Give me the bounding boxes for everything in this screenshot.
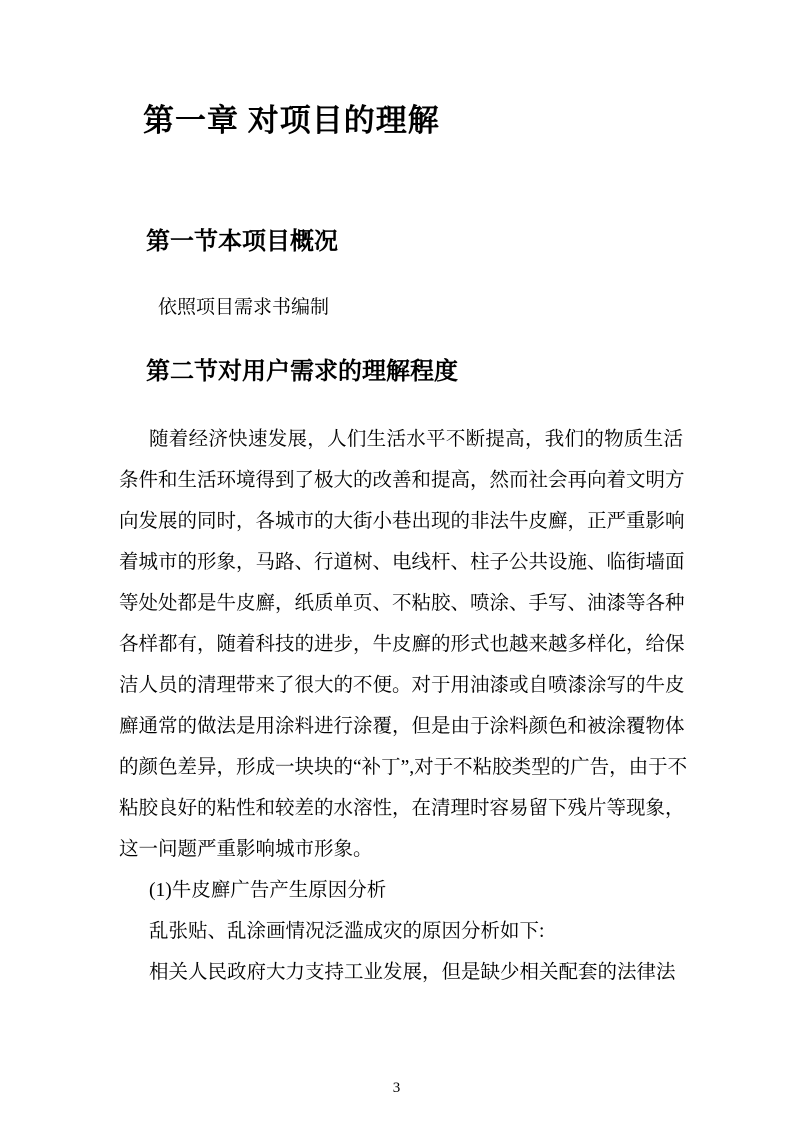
body-lines (119, 419, 688, 993)
section-2-heading: 第二节对用户需求的理解程度 (146, 359, 458, 385)
body-line: 廯通常的做法是用涂料进行涂覆，但是由于涂料颜色和被涂覆物体 (119, 716, 685, 737)
body-line: 向发展的同时，各城市的大街小巷出现的非法牛皮廯，正严重影响 (119, 511, 685, 532)
chapter-title: 第一章 对项目的理解 (143, 103, 440, 138)
body-line: 等处处都是牛皮廯，纸质单页、不粘胶、喷涂、手写、油漆等各种 (119, 593, 685, 614)
body-line: 这一问题严重影响城市形象。 (119, 839, 373, 860)
page-number: 3 (392, 1080, 401, 1096)
section-1-body-text: 依照项目需求书编制 (158, 297, 330, 318)
body-line: 洁人员的清理带来了很大的不便。对于用油漆或自喷漆涂写的牛皮 (119, 675, 685, 696)
body-line: 乱张贴、乱涂画情况泛滥成灾的原因分析如下: (149, 921, 545, 942)
body-line: 着城市的形象，马路、行道树、电线杆、柱子公共设施、临街墙面 (119, 552, 685, 573)
body-line: 条件和生活环境得到了极大的改善和提高，然而社会再向着文明方 (119, 470, 685, 491)
section-1-heading: 第一节本项目概况 (146, 229, 338, 255)
body-line: (1)牛皮廯广告产生原因分析 (149, 880, 387, 901)
body-line: 随着经济快速发展，人们生活水平不断提高，我们的物质生活 (149, 429, 683, 450)
body-line: 各样都有，随着科技的进步，牛皮廯的形式也越来越多样化，给保 (119, 634, 685, 655)
body-line: 相关人民政府大力支持工业发展，但是缺少相关配套的法律法 (149, 962, 676, 983)
body-line: 粘胶良好的粘性和较差的水溶性，在清理时容易留下残片等现象， (119, 798, 685, 819)
body-line: 的颜色差异，形成一块块的“补丁”,对于不粘胶类型的广告，由于不 (119, 757, 688, 778)
